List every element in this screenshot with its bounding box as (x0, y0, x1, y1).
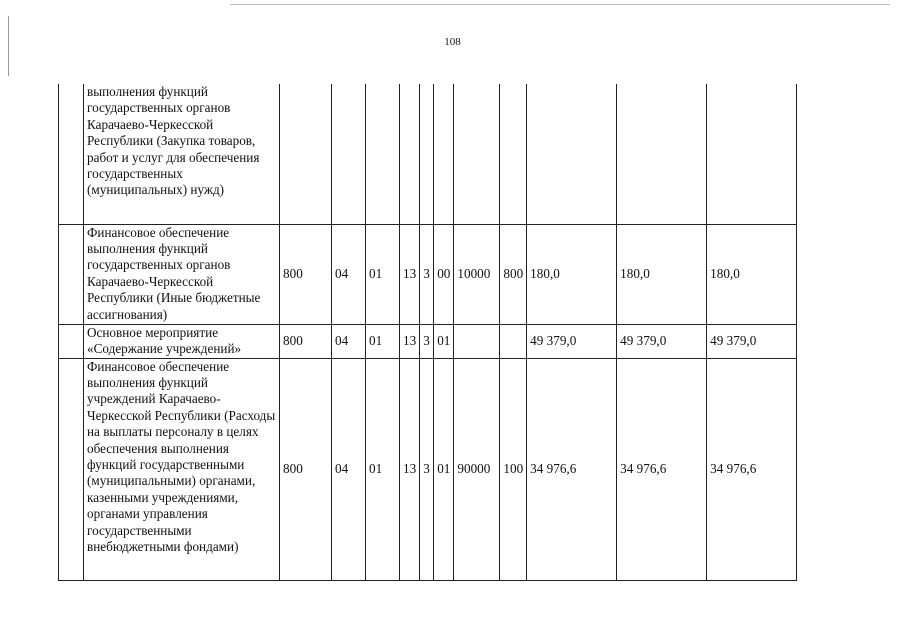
row-description: Основное мероприятие «Содержание учреждений» (84, 324, 280, 358)
target-code-direction-cell (454, 324, 500, 358)
table-row (59, 84, 797, 224)
sum-year1-cell (527, 84, 617, 224)
target-code-subprogram-cell: 3 (420, 224, 434, 324)
sum-year3-cell: 180,0 (707, 224, 797, 324)
expense-type-cell: 800 (500, 224, 527, 324)
subsection-cell (366, 84, 400, 224)
target-code-program-cell: 13 (400, 224, 420, 324)
target-code-subprogram-cell (420, 84, 434, 224)
index-cell (59, 84, 84, 224)
sum-year1-cell: 180,0 (527, 224, 617, 324)
grbs-cell: 800 (280, 224, 332, 324)
target-code-direction-cell: 90000 (454, 358, 500, 580)
section-cell (332, 84, 366, 224)
target-code-direction-cell: 10000 (454, 224, 500, 324)
target-code-subprogram-cell: 3 (420, 358, 434, 580)
index-cell (59, 324, 84, 358)
index-cell (59, 358, 84, 580)
table-row (59, 324, 797, 358)
sum-year2-cell: 180,0 (617, 224, 707, 324)
grbs-cell: 800 (280, 358, 332, 580)
page-number: 108 (444, 36, 461, 48)
sum-year2-cell: 49 379,0 (617, 324, 707, 358)
target-code-event-cell (434, 84, 454, 224)
target-code-event-cell: 01 (434, 358, 454, 580)
target-code-direction-cell (454, 84, 500, 224)
sum-year1-cell: 49 379,0 (527, 324, 617, 358)
row-description: Финансовое обеспечение выполнения функций учреждений Карачаево-Черкесской Республики (Расходы на выплаты персоналу в целях обеспечения выполнения функций государственными (муниципальными) органами, казенными учреждениями, органами управления государственными внебюджетными фондами) (84, 358, 280, 580)
target-code-event-cell: 00 (434, 224, 454, 324)
scan-edge-top (230, 4, 890, 5)
budget-table (58, 84, 797, 581)
table-row (59, 224, 797, 324)
index-cell (59, 224, 84, 324)
row-description: выполнения функций государственных органов Карачаево-Черкесской Республики (Закупка товаров, работ и услуг для обеспечения государственных (муниципальных) нужд) (84, 84, 280, 224)
subsection-cell: 01 (366, 358, 400, 580)
section-cell: 04 (332, 324, 366, 358)
sum-year3-cell: 34 976,6 (707, 358, 797, 580)
sum-year1-cell: 34 976,6 (527, 358, 617, 580)
sum-year3-cell: 49 379,0 (707, 324, 797, 358)
section-cell: 04 (332, 358, 366, 580)
expense-type-cell: 100 (500, 358, 527, 580)
sum-year2-cell: 34 976,6 (617, 358, 707, 580)
section-cell: 04 (332, 224, 366, 324)
grbs-cell: 800 (280, 324, 332, 358)
target-code-program-cell: 13 (400, 324, 420, 358)
row-description: Финансовое обеспечение выполнения функций государственных органов Карачаево-Черкесской Республики (Иные бюджетные ассигнования) (84, 224, 280, 324)
sum-year2-cell (617, 84, 707, 224)
target-code-program-cell: 13 (400, 358, 420, 580)
subsection-cell: 01 (366, 324, 400, 358)
target-code-subprogram-cell: 3 (420, 324, 434, 358)
sum-year3-cell (707, 84, 797, 224)
expense-type-cell (500, 324, 527, 358)
subsection-cell: 01 (366, 224, 400, 324)
table-row (59, 358, 797, 580)
target-code-event-cell: 01 (434, 324, 454, 358)
grbs-cell (280, 84, 332, 224)
expense-type-cell (500, 84, 527, 224)
target-code-program-cell (400, 84, 420, 224)
